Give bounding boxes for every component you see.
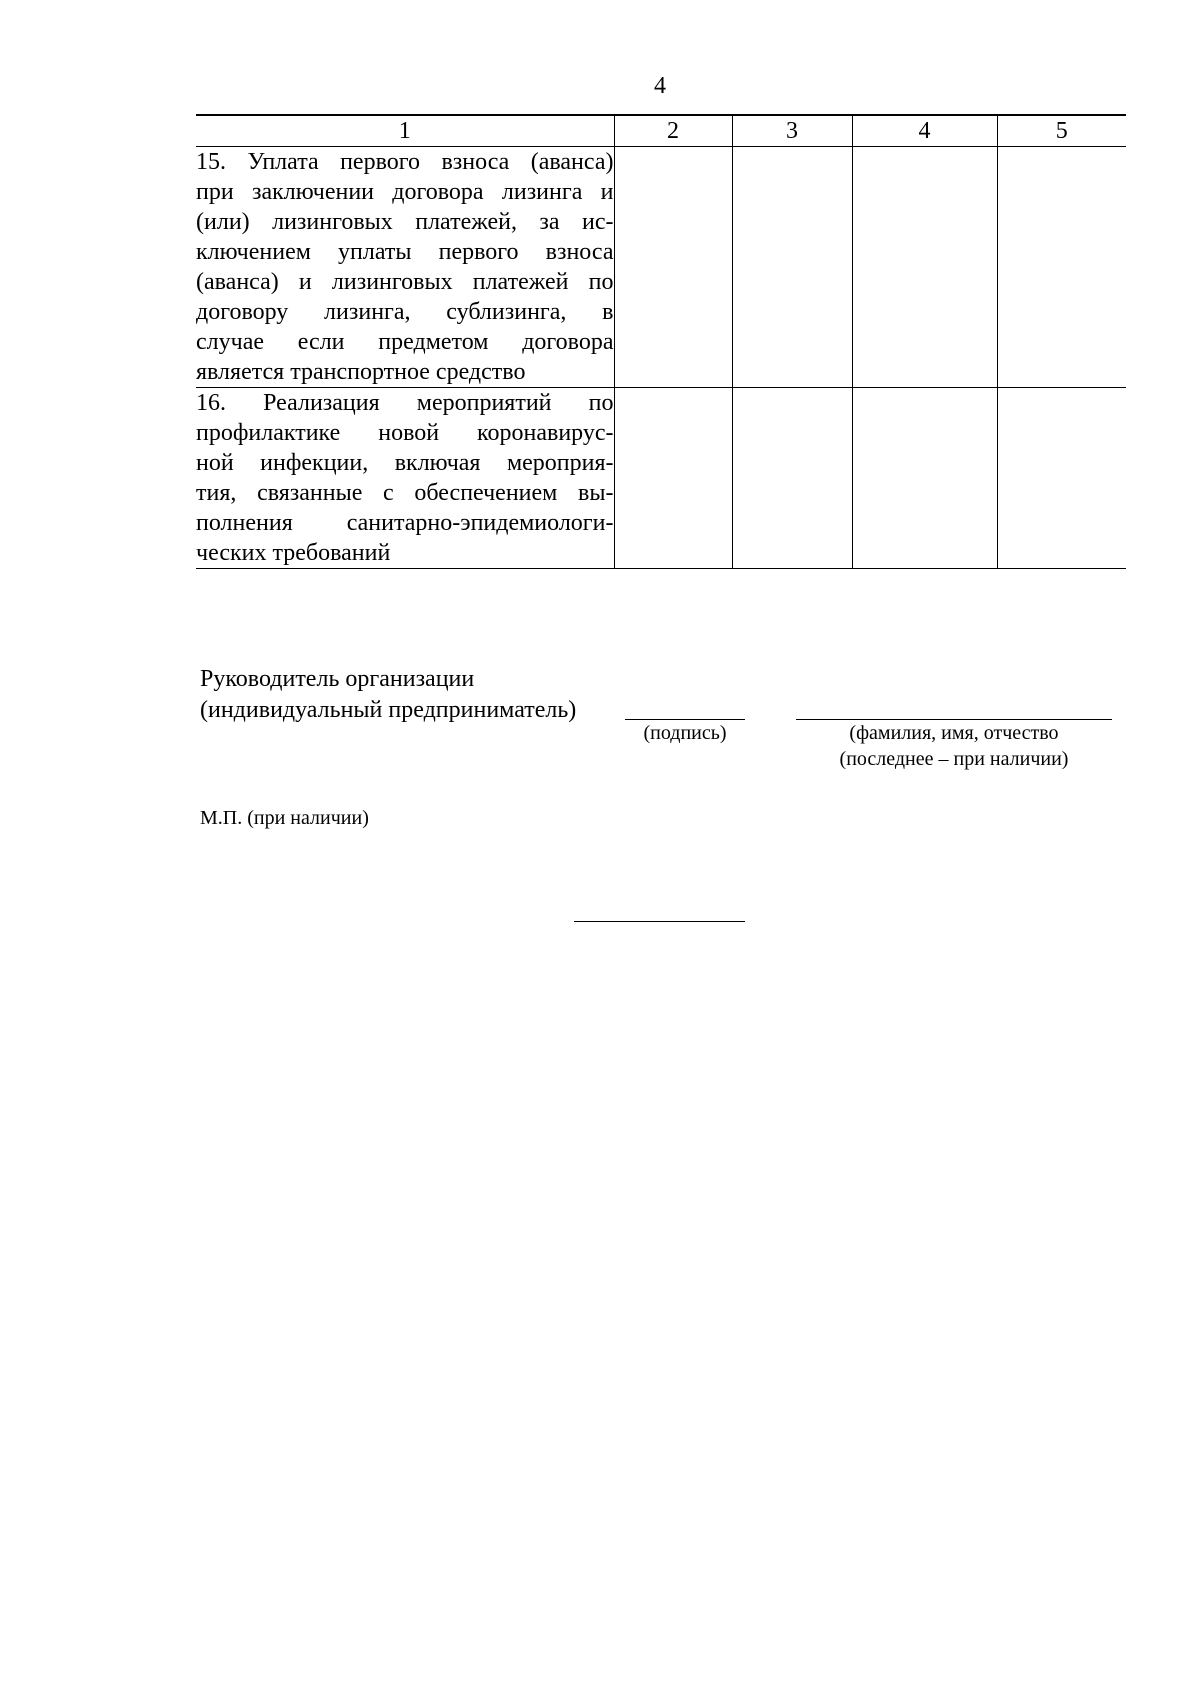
column-header: 4 [852, 116, 997, 147]
column-header: 5 [997, 116, 1126, 147]
row-text-line: полнения санитарно-эпидемиологи- [196, 510, 614, 536]
signatory-title-line: Руководитель организации [200, 666, 475, 692]
row-text-line: ческих требований [196, 540, 391, 566]
table-cell [997, 388, 1126, 569]
signatory-title [200, 664, 576, 726]
column-header: 2 [614, 116, 732, 147]
row-text-line: является транспортное средство [196, 359, 526, 385]
table-cell [852, 147, 997, 388]
row-text-line: при заключении договора лизинга и [196, 179, 614, 205]
table-cell [852, 388, 997, 569]
row-text-line: 15. Уплата первого взноса (аванса) [196, 149, 614, 175]
page-number: 4 [654, 73, 666, 99]
name-caption [796, 720, 1112, 772]
table-cell [997, 147, 1126, 388]
stamp-placeholder: М.П. (при наличии) [200, 807, 369, 829]
row-text-line: договору лизинга, сублизинга, в [196, 299, 614, 325]
row-text-line: (аванса) и лизинговых платежей по [196, 269, 614, 295]
table-row [196, 147, 1126, 388]
report-table [196, 115, 1126, 569]
row-text-line: профилактике новой коронавирус- [196, 420, 614, 446]
table-row [196, 388, 1126, 569]
table-cell [732, 388, 852, 569]
name-caption-line: (фамилия, имя, отчество [849, 722, 1059, 744]
row-description [196, 147, 614, 388]
name-caption-line: (последнее – при наличии) [839, 748, 1069, 770]
signatory-title-line: (индивидуальный предприниматель) [200, 697, 577, 723]
table-header-row [196, 116, 1126, 147]
row-text-line: тия, связанные с обеспечением вы- [196, 480, 614, 506]
end-rule [574, 921, 745, 922]
row-text-line: ключением уплаты первого взноса [196, 239, 614, 265]
table-cell [614, 147, 732, 388]
signature-caption: (подпись) [643, 722, 727, 744]
row-text-line: 16. Реализация мероприятий по [196, 390, 614, 416]
table-cell [614, 388, 732, 569]
column-header: 1 [196, 116, 614, 147]
column-header: 3 [732, 116, 852, 147]
row-description [196, 388, 614, 569]
row-text-line: (или) лизинговых платежей, за ис- [196, 209, 614, 235]
row-text-line: случае если предметом договора [196, 329, 614, 355]
table-cell [732, 147, 852, 388]
row-text-line: ной инфекции, включая мероприя- [196, 450, 614, 476]
